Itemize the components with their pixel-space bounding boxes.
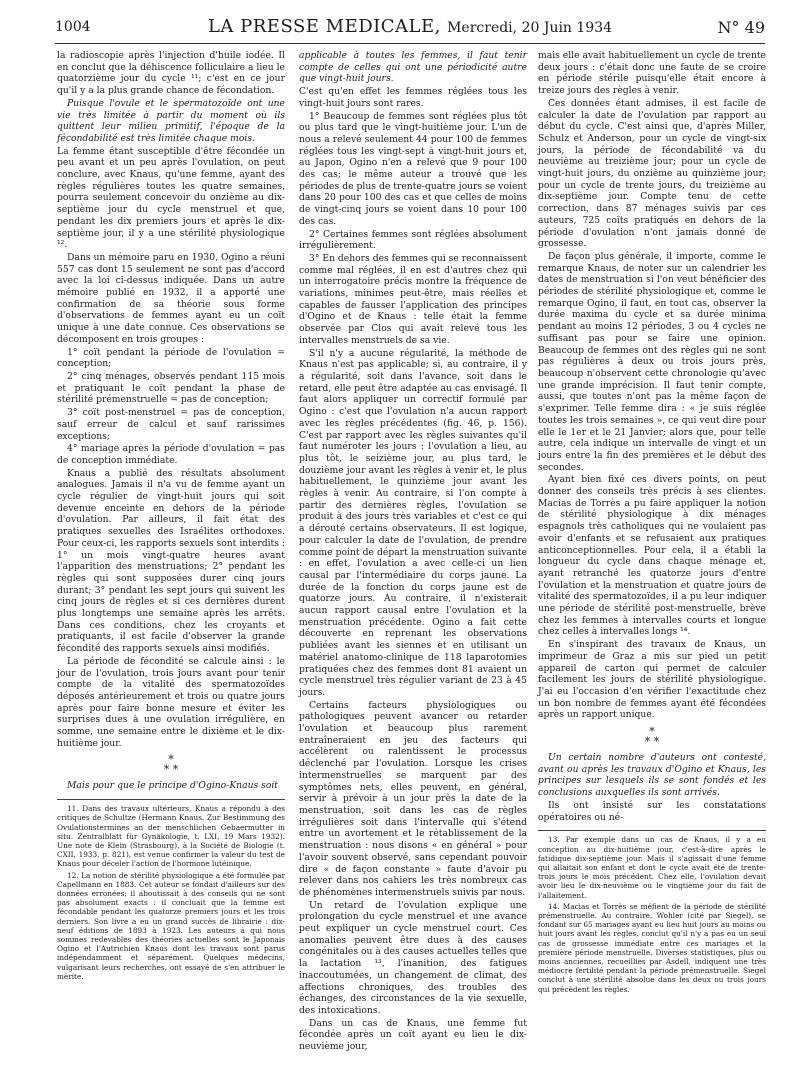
- column-1: [57, 50, 285, 983]
- paragraph: Mais pour que le principe d'Ogino-Knaus soit: [67, 780, 279, 792]
- journal-name: LA PRESSE MEDICALE,: [207, 16, 441, 37]
- footnote-rule: [57, 799, 285, 800]
- footnote-rule: [538, 830, 766, 831]
- paragraph: De façon plus générale, il importe, comme le remarque Knaus, de noter sur un calendrier les dates de menstruation si l'on veut bénéficier des périodes de stérilité physiologique et, comme le remarque Ogino, il faut, en tout cas, observer la durée maxima du cycle et sa durée minima pendant au moins 12 périodes, 3 ou 4 cycles ne suffisant pas pour se faire une opinion. Beaucoup de femmes ont des règles qui ne sont pas régulières à deux ou trois jours près, beaucoup n'observent cette chronologie qu'avec une grande imprécision. Il faut tenir compte, aussi, que toutes n'ont pas la même façon de s'exprimer. Telle femme dira : « je suis réglée toutes les trois semaines », ce qui veut dire pour elle le 1er et le 21 Janvier; alors que, pour telle autre, cela indique un intervalle de vingt et un jours entre la fin des premières et le début des secondes.: [538, 250, 766, 473]
- footnote-14: 14. Macias et Torrès se méfient de la période de stérilité prémenstruelle. Au contraire, Wohler (cité par Siegel), se fondant sur 65 mariages ayant eu lieu huit jours au moins ou huit jours avant les règles, conclut qu'il n'y a pas eu un seul cas de grossesse immédiate entre ces mariages et la première période menstruelle. Diverses statistiques, plus ou moins anciennes, recueillies par Asdell, indiquent une très médiocre fertilité pendant la période prémenstruelle. Siegel conclut à une stérilité absolue dans les deux ou trois jours qui précèdent les règles.: [538, 901, 766, 994]
- paragraph: la radioscopie après l'injection d'huile iodée. Il en conclut que la déhiscence folliculaire a lieu le quatorzième jour du cycle ¹¹; c'est en ce jour qu'il y a la plus grande chance de fécondation.: [57, 50, 285, 97]
- list-item: 3° coït post-menstruel = pas de conception, sauf erreur de calcul et sauf rarissimes exceptions;: [57, 407, 285, 442]
- paragraph: En s'inspirant des travaux de Knaus, un imprimeur de Graz a mis sur pied un petit appareil de carton qui permet de calculer facilement les jours de stérilité physiologique. J'ai eu l'occasion d'en vérifier l'exactitude chez un bon nombre de femmes ayant été fécondées après un rapport unique.: [538, 639, 766, 721]
- list-item: 1° Beaucoup de femmes sont réglées plus tôt ou plus tard que le vingt-huitième jour. L'un de nous a relevé seulement 44 pour 100 de femmes réglées tous les vingt-sept à vingt-huit jours et, au Japon, Ogino n'en a relevé que 9 pour 100 des cas; le même auteur a trouvé que les périodes de plus de trente-quatre jours se voient dans 20 pour 100 des cas et que celles de moins de vingt-cinq jours se voient dans 10 pour 100 des cas.: [299, 110, 527, 227]
- column-2: [299, 50, 527, 1054]
- paragraph: Certains facteurs physiologiques ou pathologiques peuvent avancer ou retarder l'ovulation et beaucoup plus rarement entraîneraient en jeu des facteurs qui accélèrent ou ralentissent le processus déclenché par l'ovulation. Lorsque les crises intermenstruelles se marquent par des symptômes nets, elles peuvent, en général, servir à prévoir à un jour près la date de la menstruation, soit dans les cas de règles irrégulières soit dans l'intervalle qui s'étend entre un avortement et le rétablissement de la menstruation : nous disons « en général » pour l'avoir souvent observé, sans cependant pouvoir dire « de façon constante » faute d'avoir pu relever dans nos cahiers les très nombreux cas de phénomènes intermenstruels suivis par nous.: [299, 699, 527, 898]
- paragraph: Un certain nombre d'auteurs ont contesté, avant ou après les travaux d'Ogino et Knaus, les principes sur lesquels ils se sont fondés et les conclusions auxquelles ils sont arrivés.: [538, 752, 766, 799]
- page-header: [55, 16, 765, 38]
- publication-date: Mercredi, 20 Juin 1934: [447, 20, 613, 36]
- list-item: 1° coït pendant la période de l'ovulation = conception;: [57, 346, 285, 370]
- paragraph: Dans un cas de Knaus, une femme fut fécondée après un coït ayant eu lieu le dix-neuvième jour,: [299, 1017, 527, 1053]
- paragraph: Dans un mémoire paru en 1930, Ogino a réuni 557 cas dont 15 seulement ne sont pas d'accord avec la loi ci-dessus indiquée. Dans un autre mémoire publié en 1932, il a apporté une confirmation de sa théorie sous forme d'observations de femmes ayant eu un coït unique à une date connue. Ces observations se décomposent en trois groupes :: [57, 251, 285, 345]
- paragraph: applicable à toutes les femmes, il faut tenir compte de celles qui ont une périodicité autre que vingt-huit jours.: [299, 50, 527, 85]
- paragraph: Ayant bien fixé ces divers points, on peut donner des conseils très précis à ses clientes. Macias de Torrès a pu faire appliquer la notion de stérilité physiologique à dix ménages espagnols très catholiques qui ne voulaient pas avoir d'enfants et se refusaient aux pratiques anticonceptionnelles. Pour cela, il a établi la longueur du cycle dans chaque ménage et, ayant retranché les quatorze jours d'entre l'ovulation et la menstruation et quatre jours de vitalité des spermatozoïdes, il a pu leur indiquer une période de stérilité post-menstruelle, brève chez les femmes à intervalles courts et longue chez celles à intervalles longs ¹⁴.: [538, 474, 766, 638]
- list-item: 2° cinq ménages, observés pendant 115 mois et pratiquant le coït pendant la phase de stérilité prémenstruelle = pas de conception;: [57, 370, 285, 406]
- journal-title: [55, 16, 765, 37]
- section-separator: * * *: [644, 725, 660, 749]
- list-item: 2° Certaines femmes sont réglées absolument irrégulièrement.: [299, 228, 527, 252]
- paragraph: Knaus a publié des résultats absolument analogues. Jamais il n'a vu de femme ayant un cycle régulier de vingt-huit jours qui soit devenue enceinte en dehors de la période d'ovulation. Par ailleurs, il fait état des pratiques sexuelles des Israélites orthodoxes. Pour ceux-ci, les rapports sexuels sont interdits : 1° un mois vingt-quatre heures avant l'apparition des menstruations; 2° pendant les règles qui sont supposées durer cinq jours durant; 3° pendant les sept jours qui suivent les cinq jours de règles et si ces dernières durent plus longtemps une semaine après les arrêts. Dans ces conditions, chez les croyants et pratiquants, il est facile d'observer la grande fécondité des rapports sexuels ainsi modifiés.: [57, 467, 285, 655]
- section-separator: * * *: [163, 753, 179, 777]
- paragraph: Un retard de l'ovulation explique une prolongation du cycle menstruel et une avance peut expliquer un cycle menstruel court. Ces anomalies peuvent être dues à des causes congénitales ou à des causes actuelles telles que la lactation ¹³, l'inanition, des fatigues inaccoutumées, un changement de climat, des affections chroniques, des troubles des échanges, des circonstances de la vie sexuelle, des intoxications.: [299, 899, 527, 1016]
- paragraph: mais elle avait habituellement un cycle de trente deux jours : c'était donc une faute de se croire en période stérile puisqu'elle était encore à treize jours des règles à venir.: [538, 50, 766, 97]
- paragraph: La femme étant susceptible d'être fécondée un peu avant et un peu après l'ovulation, on peut conclure, avec Knaus, qu'une femme, ayant des règles régulières toutes les quatre semaines, pourra seulement concevoir du onzième au dix-septième jour du cycle menstruel et que, pendant les dix premiers jours et après le dix-septième jour, il y a une stérilité physiologique ¹².: [57, 145, 285, 251]
- paragraph: Puisque l'ovule et le spermatozoïde ont une vie très limitée à partir du moment où ils quittent leur milieu primitif, l'époque de la fécondabilité est très limitée chaque mois.: [57, 97, 285, 144]
- paragraph: Ils ont insisté sur les constatations opératoires ou né-: [538, 799, 766, 823]
- column-3: [538, 50, 766, 996]
- list-item: 3° En dehors des femmes qui se reconnaissent comme mal réglées, il en est d'autres chez qui un interrogatoire précis montre la fréquence de variations, minimes peut-être, mais réelles et capables de fausser l'application des principes d'Ogino et de Knaus : telle était la femme observée par Clos qui avait relevé tous les intervalles menstruels de sa vie.: [299, 252, 527, 346]
- page-number: 1004: [55, 19, 91, 35]
- header-rule: [55, 43, 765, 44]
- list-item: 4° mariage après la période d'ovulation = pas de conception immédiate.: [57, 443, 285, 466]
- paragraph: Ces données étant admises, il est facile de calculer la date de l'ovulation par rapport au début du cycle. C'est ainsi que, d'après Miller, Schulz et Anderson, pour un cycle de vingt-six jours, la période de fécondabilité va du neuvième au treizième jour; pour un cycle de vingt-huit jours, du onzième au quinzième jour; pour un cycle de trente jours, du treizième au dix-septième jour. Compte tenu de cette correction, dans 87 ménages suivis par ces auteurs, 725 coïts pratiqués en dehors de la période d'ovulation n'ont jamais donné de grossesse.: [538, 97, 766, 250]
- paragraph: C'est qu'en effet les femmes réglées tous les vingt-huit jours sont rares.: [299, 86, 527, 109]
- footnote-12: 12. La notion de stérilité physiologique a été formulée par Capellmann en 1883. Cet auteur se fondait d'ailleurs sur des données erronées; il aboutissait à des conseils qui ne sont pas absolument exacts : il concluait que la femme est fécondable pendant les quatorze premiers jours et les trois derniers. Son livre a eu un grand succès de librairie : dix-neuf éditions de 1893 à 1923. Les auteurs à qui nous sommes redevables des théories actuelles sont le Japonais Ogino et l'Autrichien Knaus dont les travaux sont parus indépendamment et séparément. Quelques médecins, vulgarisant leurs recherches, ont essayé de s'en attribuer le mérite.: [57, 870, 285, 981]
- paragraph: S'il n'y a aucune régularité, la méthode de Knaus n'est pas applicable; si, au contraire, il y a régularité, soit dans l'avance, soit dans le retard, elle peut être adaptée au cas envisagé. Il faut alors appliquer un correctif formulé par Ogino : c'est que l'ovulation n'a aucun rapport avec les règles précédentes (fig. 46, p. 156). C'est par rapport avec les règles suivantes qu'il faut numéroter les jours : l'ovulation a lieu, au plus tôt, le seizième jour, au plus tard, le douzième jour avant les règles à venir et, le plus habituellement, le quinzième jour avant les règles à venir. Au contraire, si l'on compte à partir des dernières règles, l'ovulation se produit à des jours très variables et c'est ce qui a dérouté certains observateurs. Il est logique, pour calculer la date de l'ovulation, de prendre comme point de départ la menstruation suivante : en effet, l'ovulation a avec celle-ci un lien causal par l'intermédiaire du corps jaune. La durée de la fonction du corps jaune est de quatorze jours. Au contraire, il n'existerait aucun rapport causal entre l'ovulation et la menstruation précédente. Ogino a fait cette découverte en reprenant les observations publiées avant les siennes et en utilisant un matériel anatomo-clinique de 118 laparotomies pratiquées chez des femmes dont 81 avaient un cycle menstruel très régulier variant de 23 à 45 jours.: [299, 347, 527, 698]
- footnote-11: 11. Dans des travaux ultérieurs, Knaus a répondu à des critiques de Schultze (Hermann Knaus. Zur Bestimmung des Ovulationstermines an der menschlichen Gebaermutter in situ. Zentralblatt für Gynäkologie, t. LXI, 19 Mars 1932). Une note de Klein (Strasbourg), à la Société de Biologie (t. CXII, 1933, p. 821), est venue confirmer la valeur du test de Knaus pour déceler l'action de l'hormone lutéinique.: [57, 804, 285, 869]
- footnote-13: 13. Par exemple dans un cas de Knaus, il y a eu conception au dix-huitième jour, c'est-à-dire après le fatidique dix-septième jour. Mais il s'agissait d'une femme qui allaitait son enfant et dont le cycle avait été de trente-trois jours le mois précédent. Chez elle, l'ovulation devait avoir lieu le dix-neuvième ou le vingtième jour du fait de l'allaitement.: [538, 835, 766, 900]
- issue-number: N° 49: [717, 18, 765, 37]
- paragraph: La période de fécondité se calcule ainsi : le jour de l'ovulation, trois jours avant pour tenir compte de la vitalité des spermatozoïdes déposés antérieurement et trois ou quatre jours après pour faire bonne mesure et éviter les surprises dues à une ovulation irrégulière, en somme, une semaine entre le dixième et le dix-huitième jour.: [57, 655, 285, 749]
